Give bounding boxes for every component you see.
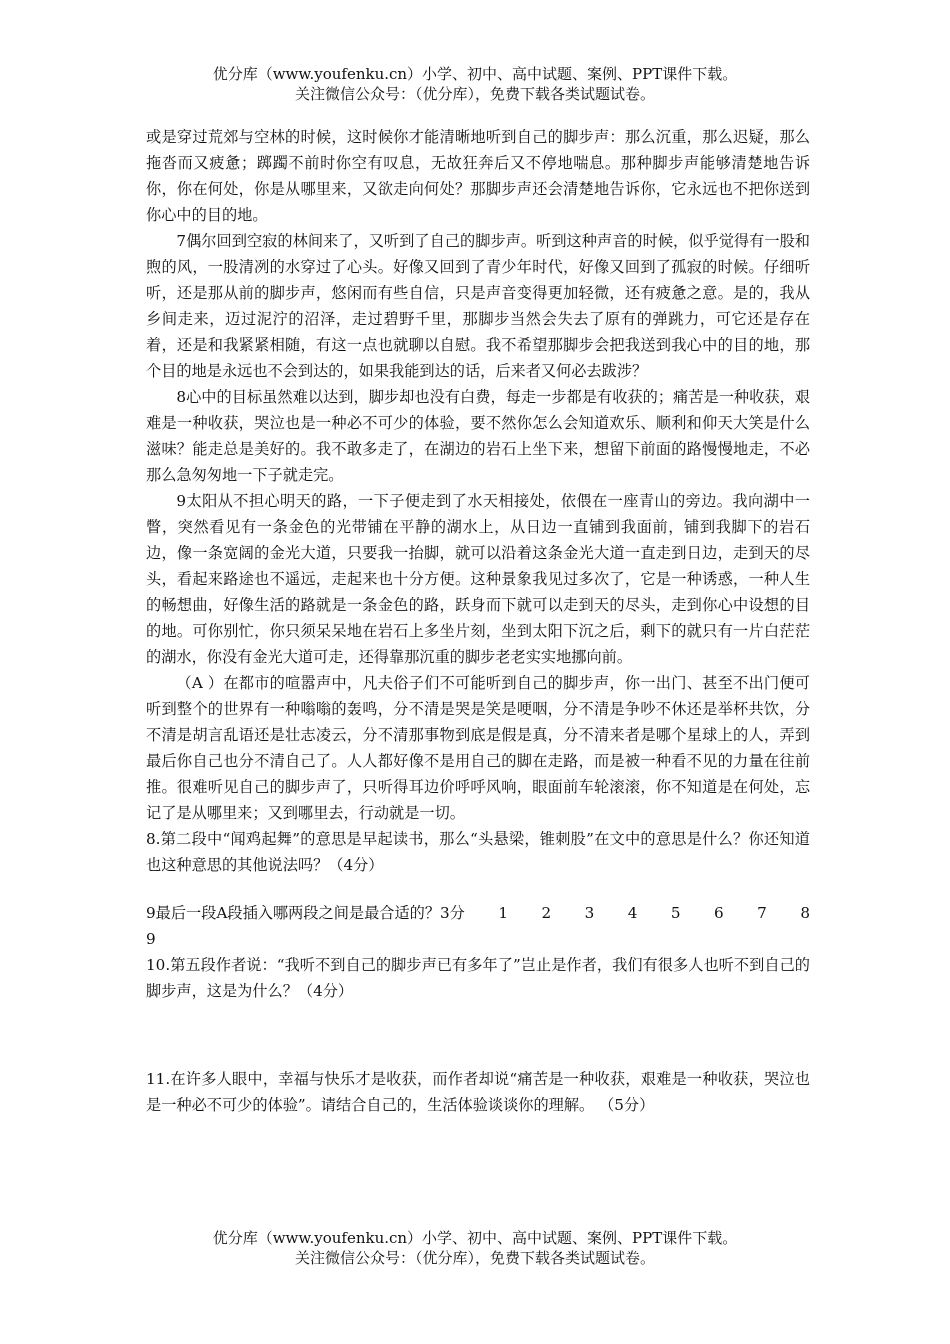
question-8: 8.第二段中“闻鸡起舞”的意思是早起读书，那么“头悬梁，锥刺股”在文中的意思是什么？你还知道也这种意思的其他说法吗？（4分） (146, 830, 810, 874)
question-9-option: 5 (670, 904, 681, 922)
question-9-option: 8 (800, 904, 810, 922)
article-body (146, 124, 810, 1118)
footer-line-2: 关注微信公众号：（优分库），免费下载各类试题试卷。 (294, 1249, 655, 1267)
header-line-2: 关注微信公众号：（优分库），免费下载各类试题试卷。 (294, 85, 655, 103)
question-9-option: 7 (757, 904, 767, 922)
question-9 (146, 900, 810, 952)
question-9-option: 2 (541, 904, 552, 922)
header-line-1: 优分库（www.youfenku.cn）小学、初中、高中试题、案例、PPT课件下载。 (212, 65, 738, 83)
question-9-option: 1 (498, 904, 508, 922)
page-footer (0, 1228, 950, 1268)
question-10: 10.第五段作者说：“我听不到自己的脚步声已有多年了”岂止是作者，我们有很多人也听不到自己的脚步声，这是为什么？（4分） (146, 956, 810, 1000)
page-header (0, 64, 950, 104)
paragraph-7: 7偶尔回到空寂的林间来了，又听到了自己的脚步声。听到这种声音的时候，似乎觉得有一股和煦的风，一股清冽的水穿过了心头。好像又回到了青少年时代，好像又回到了孤寂的时候。仔细听听，还是那从前的脚步声，悠闲而有些自信，只是声音变得更加轻微，还有疲惫之意。是的，我从乡间走来，迈过泥泞的沼泽，走过碧野千里，那脚步当然会失去了原有的弹跳力，可它还是存在着，还是和我紧紧相随，有这一点也就聊以自慰。我不希望那脚步会把我送到我心中的目的地，那个目的地是永远也不会到达的，如果我能到达的话，后来者又何必去跋涉？ (146, 232, 810, 380)
question-9-text: 9最后一段A段插入哪两段之间是最合适的？3分 (146, 904, 465, 922)
question-9-option-tail: 9 (146, 930, 156, 948)
paragraph-8: 8心中的目标虽然难以达到，脚步却也没有白费，每走一步都是有收获的；痛苦是一种收获，艰难是一种收获，哭泣也是一种必不可少的体验，要不然你怎么会知道欢乐、顺利和仰天大笑是什么滋味？能走总是美好的。我不敢多走了，在湖边的岩石上坐下来，想留下前面的路慢慢地走，不必那么急匆匆地一下子就走完。 (146, 388, 810, 484)
question-9-option: 4 (627, 904, 638, 922)
question-11: 11.在许多人眼中，幸福与快乐才是收获，而作者却说“痛苦是一种收获，艰难是一种收获，哭泣也是一种必不可少的体验”。请结合自己的，生活体验谈谈你的理解。 （5分） (146, 1070, 810, 1114)
paragraph-9: 9太阳从不担心明天的路，一下子便走到了水天相接处，依偎在一座青山的旁边。我向湖中一瞥，突然看见有一条金色的光带铺在平静的湖水上，从日边一直铺到我面前，铺到我脚下的岩石边，像一条宽阔的金光大道，只要我一抬脚，就可以沿着这条金光大道一直走到日边，走到天的尽头，看起来路途也不遥远，走起来也十分方便。这种景象我见过多次了，它是一种诱惑，一种人生的畅想曲，好像生活的路就是一条金色的路，跃身而下就可以走到天的尽头，走到你心中设想的目的地。可你别忙，你只须呆呆地在岩石上多坐片刻，坐到太阳下沉之后，剩下的就只有一片白茫茫的湖水，你没有金光大道可走，还得靠那沉重的脚步老老实实地挪向前。 (146, 492, 810, 666)
paragraph-a: （A ）在都市的喧嚣声中，凡夫俗子们不可能听到自己的脚步声，你一出门、甚至不出门便可听到整个的世界有一种嗡嗡的轰鸣，分不清是哭是笑是哽咽，分不清是争吵不休还是举杯共饮，分不清是胡言乱语还是壮志凌云，分不清那事物到底是假是真，分不清来者是哪个星球上的人，弄到最后你自己也分不清自己了。人人都好像不是用自己的脚在走路，而是被一种看不见的力量在往前推。很难听见自己的脚步声了，只听得耳边价呼呼风响，眼面前车轮滚滚，你不知道是在何处，忘记了是从哪里来；又到哪里去，行动就是一切。 (146, 674, 810, 822)
question-9-option: 6 (714, 904, 724, 922)
question-9-option: 3 (584, 904, 595, 922)
paragraph-continued: 或是穿过荒郊与空林的时候，这时候你才能清晰地听到自己的脚步声：那么沉重，那么迟疑，那么拖沓而又疲惫；踯躅不前时你空有叹息，无故狂奔后又不停地喘息。那种脚步声能够清楚地告诉你，你在何处，你是从哪里来，又欲走向何处？那脚步声还会清楚地告诉你，它永远也不把你送到你心中的目的地。 (146, 128, 810, 224)
footer-line-1: 优分库（www.youfenku.cn）小学、初中、高中试题、案例、PPT课件下载。 (212, 1229, 738, 1247)
